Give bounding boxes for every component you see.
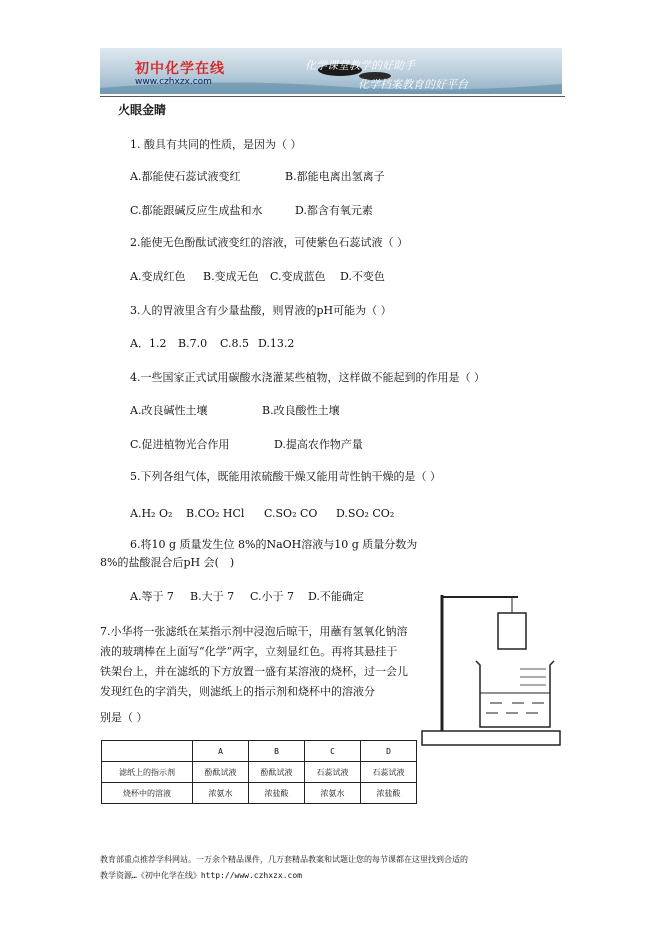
question-5-option: B.CO₂ HCl — [186, 507, 245, 520]
table-cell: 烧杯中的溶液 — [102, 783, 193, 804]
question-1-option: C.都能跟碱反应生成盐和水 — [130, 204, 263, 217]
page-footer — [100, 852, 580, 884]
question-1-option: B.都能电离出氢离子 — [285, 170, 385, 183]
question-3-option: A．1.2 — [130, 337, 167, 350]
question-3-option: C.8.5 — [220, 337, 250, 350]
answer-table — [101, 740, 417, 804]
question-4-option: B.改良酸性土壤 — [262, 404, 340, 417]
table-row — [102, 783, 417, 804]
table-header-cell: A — [193, 741, 249, 762]
stand-base — [422, 731, 560, 745]
header-banner — [100, 48, 562, 94]
question-3-stem: 3.人的胃液里含有少量盐酸，则胃液的pH可能为（ ） — [130, 304, 392, 317]
question-3-option: D.13.2 — [258, 337, 295, 350]
table-cell: 石蕊试液 — [305, 762, 361, 783]
table-row — [102, 762, 417, 783]
question-6-stem-cont: 8%的盐酸混合后pH 会( ) — [100, 556, 235, 569]
table-cell: 浓氨水 — [305, 783, 361, 804]
logo-text: 初中化学在线 — [135, 61, 225, 77]
header-divider — [100, 96, 565, 97]
question-4-option: A.改良碱性土壤 — [130, 404, 208, 417]
question-2-option: B.变成无色 — [203, 270, 259, 283]
question-7-line: 7.小华将一张滤纸在某指示剂中浸泡后晾干，用蘸有氢氧化钠溶 — [100, 625, 408, 638]
filter-paper — [498, 613, 526, 649]
question-1-option: A.都能使石蕊试液变红 — [130, 170, 241, 183]
table-header-cell — [102, 741, 193, 762]
table-header-cell: C — [305, 741, 361, 762]
table-cell: 浓氨水 — [193, 783, 249, 804]
footer-line: 教育部重点推荐学科网站。一万余个精品课件，几万套精品教案和试题让您的每节课都在这里找到合适的 — [100, 855, 468, 864]
question-2-option: D.不变色 — [340, 270, 385, 283]
question-6-option: A.等于 7 — [130, 590, 174, 603]
table-row — [102, 741, 417, 762]
table-header-cell: D — [361, 741, 417, 762]
question-4-option: D.提高农作物产量 — [274, 438, 363, 451]
question-7-line: 铁架台上，并在滤纸的下方放置一盛有某溶液的烧杯，过一会儿 — [100, 665, 408, 678]
question-1-option: D.都含有氧元素 — [295, 204, 373, 217]
question-5-option: C.SO₂ CO — [264, 507, 318, 520]
footer-line: 教学资源…《初中化学在线》http://www.czhxzx.com — [100, 871, 302, 880]
section-title: 火眼金睛 — [118, 103, 167, 117]
question-2-option: A.变成红色 — [130, 270, 186, 283]
logo-url[interactable]: www.czhxzx.com — [135, 77, 212, 87]
question-3-option: B.7.0 — [178, 337, 208, 350]
slogan-2: 化学档案教育的好平台 — [358, 78, 468, 91]
iron-stand-apparatus-diagram — [420, 585, 600, 760]
question-5-stem: 5.下列各组气体，既能用浓硫酸干燥又能用苛性钠干燥的是（ ） — [130, 470, 441, 483]
question-4-option: C.促进植物光合作用 — [130, 438, 230, 451]
question-6-option: D.不能确定 — [308, 590, 364, 603]
question-1-stem: 1. 酸具有共同的性质，是因为（ ） — [130, 138, 302, 151]
question-5-option: D.SO₂ CO₂ — [336, 507, 395, 520]
table-cell: 浓盐酸 — [249, 783, 305, 804]
table-cell: 酚酞试液 — [249, 762, 305, 783]
question-7-tail: 别是（ ） — [100, 711, 148, 724]
table-cell: 石蕊试液 — [361, 762, 417, 783]
question-7-stem — [100, 622, 425, 702]
question-4-stem: 4.一些国家正式试用碳酸水浇灌某些植物，这样做不能起到的作用是（ ） — [130, 371, 485, 384]
table-cell: 滤纸上的指示剂 — [102, 762, 193, 783]
table-cell: 浓盐酸 — [361, 783, 417, 804]
question-6-option: C.小于 7 — [250, 590, 295, 603]
question-6-stem: 6.将10 g 质量发生位 8%的NaOH溶液与10 g 质量分数为 — [130, 538, 418, 551]
question-7-line: 液的玻璃棒在上面写“化学”两字，立刻显红色。再将其悬挂于 — [100, 645, 398, 658]
table-cell: 酚酞试液 — [193, 762, 249, 783]
beaker — [476, 661, 554, 727]
question-5-option: A.H₂ O₂ — [130, 507, 173, 520]
question-6-option: B.大于 7 — [190, 590, 235, 603]
table-header-cell: B — [249, 741, 305, 762]
question-7-line: 发现红色的字消失，则滤纸上的指示剂和烧杯中的溶液分 — [100, 685, 375, 698]
slogan-1: 化学课堂教学的好助手 — [305, 59, 415, 72]
question-2-option: C.变成蓝色 — [270, 270, 326, 283]
question-2-stem: 2.能使无色酚酞试液变红的溶液，可使紫色石蕊试液（ ） — [130, 236, 408, 249]
